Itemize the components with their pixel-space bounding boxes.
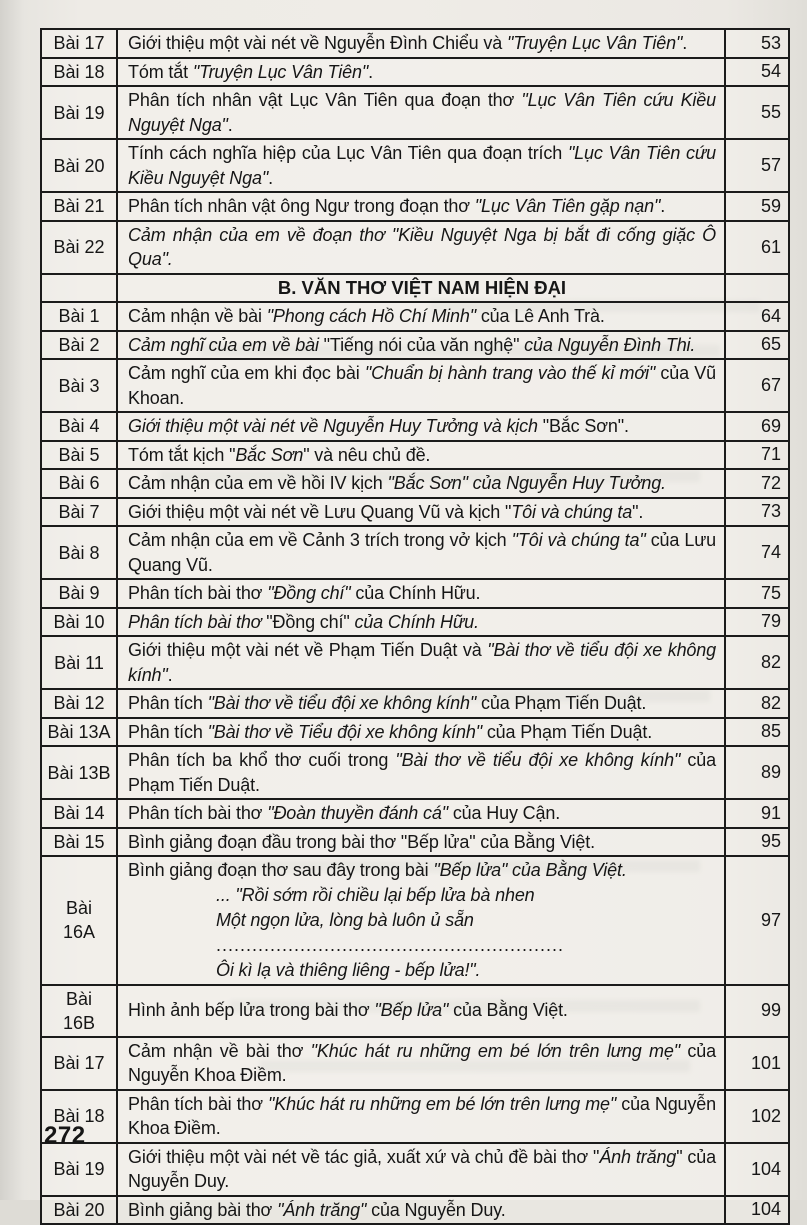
table-row	[42, 747, 788, 800]
page-number: 53	[760, 32, 781, 53]
page-number: 74	[760, 542, 781, 562]
lesson-desc	[128, 333, 716, 358]
desc-segment: của Vũ Khoan.	[128, 363, 716, 408]
desc-segment: của Lê Anh Trà.	[475, 306, 605, 326]
desc-segment: "Bài thơ về Tiểu đội xe không kính"	[207, 721, 482, 742]
desc-segment: Tôi và chúng ta	[511, 501, 633, 522]
lesson-desc	[128, 500, 716, 525]
lesson-label: Bài 7	[42, 499, 118, 526]
desc-segment: Bình giảng đoạn thơ sau đây trong bài	[128, 860, 434, 880]
lesson-desc-cell	[118, 690, 726, 717]
lesson-label: Bài 11	[42, 637, 118, 688]
desc-segment: "Lục Vân Tiên cứu Kiều Nguyệt Nga"	[128, 90, 716, 135]
lesson-desc	[128, 1198, 716, 1223]
lesson-desc	[128, 801, 716, 826]
table-row	[42, 719, 788, 748]
desc-segment: của Phạm Tiến Duật.	[476, 693, 647, 713]
lesson-desc-cell	[118, 986, 726, 1036]
desc-segment: của Chính Hữu.	[350, 583, 481, 603]
desc-segment: Tóm tắt	[128, 61, 193, 82]
page-number: 102	[750, 1105, 781, 1126]
lesson-desc	[128, 1039, 716, 1088]
table-row	[42, 1091, 788, 1144]
section-title-cell	[118, 275, 726, 302]
lesson-desc-cell	[118, 719, 726, 746]
page-number: 99	[760, 1000, 781, 1020]
lesson-label: Bài 13A	[42, 719, 118, 746]
lesson-desc	[128, 60, 716, 85]
table-row	[42, 580, 788, 609]
lesson-desc	[128, 443, 716, 468]
table-row	[42, 442, 788, 471]
lesson-label: Bài 17	[42, 1038, 118, 1089]
lesson-label: Bài 18	[42, 59, 118, 86]
desc-segment: "Bài thơ về tiểu đội xe không kính"	[128, 640, 717, 685]
desc-segment: .	[227, 114, 233, 135]
desc-segment: Ánh trăng	[599, 1146, 677, 1167]
desc-segment: .	[368, 61, 373, 82]
table-row	[42, 800, 788, 829]
page-number: 104	[750, 1199, 781, 1220]
lesson-desc-cell	[118, 1038, 726, 1089]
table-row	[42, 1144, 788, 1197]
table-row	[42, 413, 788, 442]
lesson-desc	[128, 998, 716, 1023]
lesson-label: Bài 10	[42, 609, 118, 636]
lesson-desc	[128, 414, 716, 439]
desc-segment: "Truyện Lục Vân Tiên"	[192, 61, 369, 82]
desc-segment: Phân tích bài thơ	[128, 1093, 268, 1114]
page-number: 59	[760, 195, 781, 216]
lesson-desc-cell	[118, 609, 726, 636]
lesson-desc	[128, 361, 716, 410]
table-row	[42, 30, 788, 59]
page-number: 61	[760, 236, 781, 257]
lesson-desc-cell	[118, 800, 726, 827]
lesson-desc-cell	[118, 857, 726, 984]
desc-segment: .	[268, 167, 273, 188]
page-number: 101	[750, 1052, 781, 1073]
desc-segment: "Bắc Sơn" của Nguyễn Huy Tưởng.	[387, 473, 666, 493]
lesson-label: Bài 5	[42, 442, 118, 469]
lesson-desc-cell	[118, 222, 726, 273]
lesson-desc	[128, 581, 716, 606]
page-number: 89	[760, 762, 781, 782]
page-number: 72	[760, 472, 781, 493]
page-number: 69	[760, 415, 781, 436]
table-row	[42, 87, 788, 140]
desc-segment: của Phạm Tiến Duật.	[128, 750, 716, 795]
lesson-label: Bài 20	[42, 140, 118, 191]
table-row	[42, 332, 788, 361]
desc-segment: Phân tích nhân vật ông Ngư trong đoạn thơ	[128, 196, 475, 216]
desc-segment: .	[660, 196, 666, 216]
lesson-desc	[128, 720, 716, 745]
desc-segment: của Phạm Tiến Duật.	[481, 721, 653, 742]
desc-segment: của Nguyễn Khoa Điềm.	[128, 1093, 716, 1138]
desc-segment: Phân tích nhân vật Lục Vân Tiên qua đoạn thơ	[128, 90, 522, 110]
table-row	[42, 360, 788, 413]
desc-segment: "Bắc Sơn".	[542, 416, 629, 436]
desc-segment: của Nguyễn Duy.	[366, 1199, 506, 1220]
table-row	[42, 857, 788, 986]
lesson-desc-cell	[118, 59, 726, 86]
table-row	[42, 829, 788, 858]
desc-segment: Phân tích	[128, 693, 208, 713]
lesson-desc-cell	[118, 829, 726, 856]
desc-segment: "Bài thơ về tiểu đội xe không kính"	[395, 750, 681, 770]
lesson-desc-cell	[118, 87, 726, 138]
page-number: 91	[760, 802, 781, 823]
desc-segment: của Nguyễn Đình Thi.	[524, 334, 696, 355]
lesson-desc-cell	[118, 332, 726, 359]
lesson-desc	[128, 141, 716, 190]
desc-segment: Tóm tắt kịch "	[128, 444, 236, 465]
table-row	[42, 637, 788, 690]
lesson-desc	[128, 471, 716, 496]
page-number: 85	[760, 721, 781, 742]
lesson-desc	[128, 830, 716, 855]
lesson-desc-cell	[118, 140, 726, 191]
table-row	[42, 140, 788, 193]
lesson-desc	[128, 858, 716, 883]
page-number: 64	[760, 305, 781, 326]
desc-segment: Bắc Sơn	[235, 444, 304, 465]
desc-segment: Phân tích ba khổ thơ cuối trong	[128, 750, 396, 770]
lesson-desc	[128, 31, 716, 56]
table-row	[42, 303, 788, 332]
lesson-label: Bài 6	[42, 470, 118, 497]
lesson-desc	[128, 223, 716, 272]
page-number: 54	[760, 61, 781, 82]
lesson-label: Bài 13B	[42, 747, 118, 798]
lesson-label: Bài 4	[42, 413, 118, 440]
table-row	[42, 609, 788, 638]
page-number: 75	[760, 582, 781, 603]
desc-segment: của Lưu Quang Vũ.	[128, 530, 716, 575]
desc-segment: Cảm nhận về bài thơ	[128, 1040, 311, 1061]
lesson-desc	[128, 691, 716, 716]
desc-segment: " của Nguyễn Duy.	[128, 1146, 717, 1191]
lesson-label: Bài 3	[42, 360, 118, 411]
lesson-desc-cell	[118, 747, 726, 798]
lesson-label: Bài 21	[42, 193, 118, 220]
lesson-desc	[128, 748, 716, 797]
lesson-label: Bài 14	[42, 800, 118, 827]
lesson-desc-cell	[118, 1144, 726, 1195]
lesson-desc-cell	[118, 580, 726, 607]
desc-segment: Giới thiệu một vài nét về Phạm Tiến Duật và	[128, 640, 488, 660]
poem-line: Một ngọn lửa, lòng bà luôn ủ sẵn	[216, 909, 474, 930]
lesson-label: Bài 16A	[42, 857, 118, 984]
lesson-desc-cell	[118, 30, 726, 57]
desc-segment: Cảm nghĩ của em khi đọc bài	[128, 363, 365, 383]
table-row	[42, 222, 788, 275]
lesson-label: Bài 20	[42, 1197, 118, 1224]
desc-segment: Giới thiệu một vài nét về Nguyễn Huy Tưởng và kịch	[128, 416, 543, 436]
section-empty-label	[42, 275, 118, 302]
desc-segment: Giới thiệu một vài nét về Nguyễn Đình Chiểu và	[128, 33, 507, 53]
desc-segment: "Chuẩn bị hành trang vào thế kỉ mới"	[364, 363, 656, 383]
footer-page-number: 272	[44, 1122, 86, 1149]
poem-line: Ôi kì lạ và thiêng liêng - bếp lửa!".	[216, 959, 481, 980]
desc-segment: của Huy Cận.	[447, 803, 561, 823]
lesson-label: Bài 22	[42, 222, 118, 273]
lesson-label: Bài 2	[42, 332, 118, 359]
desc-segment: Phân tích bài thơ	[128, 583, 268, 603]
page-number: 65	[760, 334, 781, 355]
lesson-desc	[128, 1145, 716, 1194]
page-number: 82	[760, 692, 781, 713]
desc-segment: "Đoàn thuyền đánh cá"	[267, 803, 448, 823]
desc-segment: "Lục Vân Tiên gặp nạn"	[474, 196, 661, 216]
desc-segment: "Tôi và chúng ta"	[511, 530, 646, 550]
desc-segment: Phân tích	[128, 721, 208, 742]
lesson-desc-cell	[118, 527, 726, 578]
page-number: 95	[760, 831, 781, 852]
page-number: 55	[760, 102, 781, 122]
table-row	[42, 1038, 788, 1091]
lesson-desc	[128, 610, 716, 635]
page-number: 71	[760, 444, 781, 465]
desc-segment: " và nêu chủ đề.	[303, 444, 431, 465]
lesson-label: Bài 1	[42, 303, 118, 330]
lesson-label: Bài 8	[42, 527, 118, 578]
table-row	[42, 470, 788, 499]
lesson-desc	[128, 1092, 716, 1141]
desc-segment: "Truyện Lục Vân Tiên"	[506, 33, 683, 53]
desc-segment: Cảm nhận của em về hồi IV kịch	[128, 473, 388, 493]
toc-table	[40, 28, 790, 1225]
lesson-label: Bài 19	[42, 87, 118, 138]
table-row	[42, 193, 788, 222]
lesson-desc-cell	[118, 413, 726, 440]
lesson-label: Bài 12	[42, 690, 118, 717]
lesson-desc	[128, 528, 716, 577]
page-number: 67	[760, 375, 781, 395]
page-number: 79	[760, 611, 781, 632]
desc-segment: "Bếp lửa" của Bằng Việt.	[433, 860, 627, 880]
lesson-desc	[128, 88, 716, 137]
desc-segment: "Đồng chí"	[267, 583, 351, 603]
table-row	[42, 59, 788, 88]
page-number: 104	[750, 1158, 781, 1179]
desc-segment: Bình giảng đoạn đầu trong bài thơ "Bếp lửa" của Bằng Việt.	[128, 831, 595, 852]
desc-segment: .	[682, 33, 688, 53]
lesson-label: Bài 17	[42, 30, 118, 57]
lesson-desc	[128, 194, 716, 219]
section-header-row	[42, 275, 788, 304]
desc-segment: Giới thiệu một vài nét về Lưu Quang Vũ và kịch "	[128, 501, 512, 522]
lesson-desc-cell	[118, 303, 726, 330]
desc-segment: Phân tích bài thơ	[128, 611, 267, 632]
desc-segment: Phân tích bài thơ	[128, 803, 268, 823]
desc-segment: "Tiếng nói của văn nghệ"	[323, 334, 525, 355]
desc-segment: "Bài thơ về tiểu đội xe không kính"	[207, 693, 477, 713]
desc-segment: .	[167, 664, 173, 685]
page-number: 73	[760, 501, 781, 522]
lesson-label: Bài 19	[42, 1144, 118, 1195]
poem-ellipsis-line: ..........................................................	[216, 934, 565, 955]
lesson-label: Bài 18	[42, 1091, 118, 1142]
desc-segment: Hình ảnh bếp lửa trong bài thơ	[128, 1000, 375, 1021]
desc-segment: của Chính Hữu.	[354, 611, 479, 632]
lesson-desc-cell	[118, 360, 726, 411]
page-number: 82	[760, 652, 781, 672]
lesson-desc-cell	[118, 193, 726, 220]
table-row	[42, 1197, 788, 1224]
section-title: B. VĂN THƠ VIỆT NAM HIỆN ĐẠI	[277, 276, 567, 298]
lesson-desc-cell	[118, 637, 726, 688]
table-row	[42, 527, 788, 580]
table-row	[42, 499, 788, 528]
poem-line: ... "Rồi sớm rồi chiều lại bếp lửa bà nhen	[216, 884, 535, 905]
lesson-label: Bài 15	[42, 829, 118, 856]
desc-segment: "Khúc hát ru những em bé lớn trên lưng mẹ"	[310, 1040, 681, 1061]
lesson-desc-cell	[118, 442, 726, 469]
desc-segment: Tính cách nghĩa hiệp của Lục Vân Tiên qua đoạn trích	[128, 143, 568, 163]
lesson-desc	[128, 638, 716, 687]
lesson-desc-cell	[118, 1197, 726, 1224]
desc-segment: Cảm nhận về bài	[128, 306, 267, 326]
lesson-desc-cell	[118, 499, 726, 526]
poem-block	[216, 883, 716, 983]
desc-segment: của Nguyễn Khoa Điềm.	[128, 1040, 716, 1085]
desc-segment: "Khúc hát ru những em bé lớn trên lưng mẹ"	[268, 1093, 617, 1114]
desc-segment: Cảm nhận của em về đoạn thơ "Kiều Nguyệt Nga bị bắt đi cống giặc Ô Qua".	[128, 224, 716, 269]
desc-segment: Cảm nghĩ của em về bài	[128, 334, 324, 355]
lesson-desc	[128, 304, 716, 329]
desc-segment: "Bếp lửa"	[374, 1000, 449, 1021]
desc-segment: Giới thiệu một vài nét về tác giả, xuất xứ và chủ đề bài thơ "	[128, 1146, 600, 1167]
lesson-label: Bài 9	[42, 580, 118, 607]
page-number: 97	[760, 909, 781, 930]
desc-segment: "Lục Vân Tiên cứu Kiều Nguyệt Nga"	[128, 143, 716, 188]
desc-segment: "Đồng chí"	[266, 611, 355, 632]
lesson-desc-cell	[118, 470, 726, 497]
desc-segment: ".	[632, 501, 644, 522]
desc-segment: Cảm nhận của em về Cảnh 3 trích trong vở kịch	[128, 530, 512, 550]
page-number: 57	[760, 155, 781, 175]
lesson-label: Bài 16B	[42, 986, 118, 1036]
desc-segment: "Phong cách Hồ Chí Minh"	[266, 306, 476, 326]
section-empty-page	[726, 275, 788, 302]
lesson-desc-cell	[118, 1091, 726, 1142]
desc-segment: "Ánh trăng"	[277, 1199, 367, 1220]
table-row	[42, 690, 788, 719]
desc-segment: của Bằng Việt.	[448, 1000, 568, 1021]
desc-segment: Bình giảng bài thơ	[128, 1199, 278, 1220]
table-row	[42, 986, 788, 1038]
